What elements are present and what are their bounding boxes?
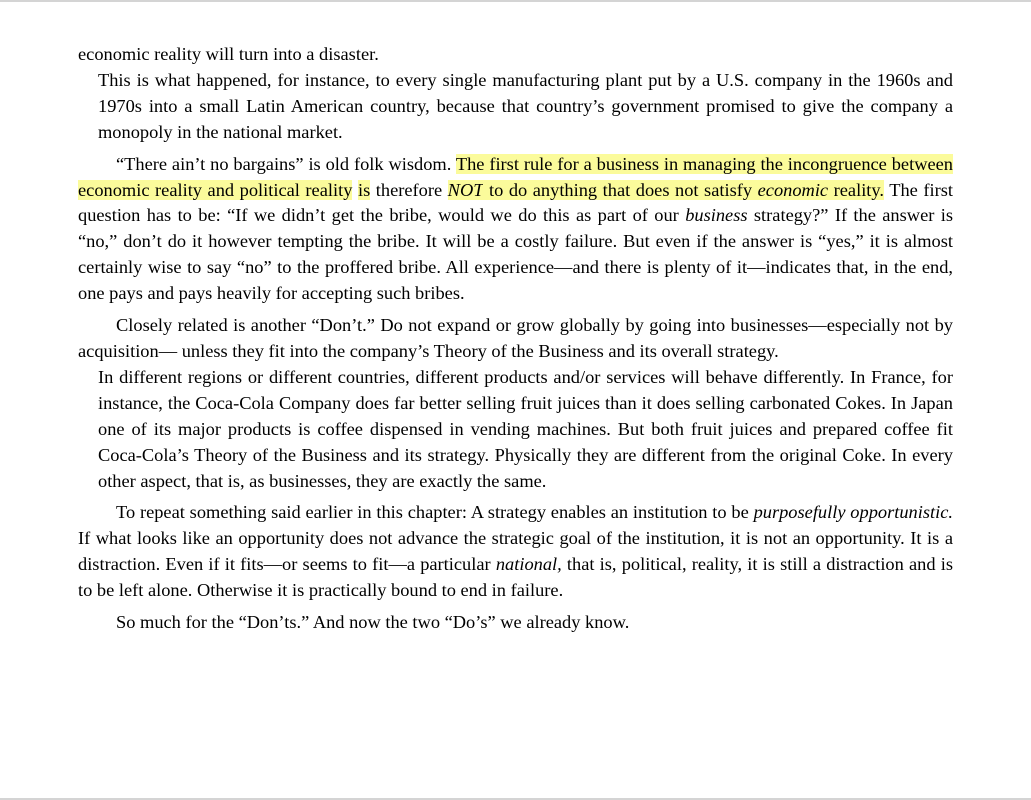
italic-text: business	[685, 205, 748, 226]
italic-text: national,	[495, 554, 562, 575]
paragraph	[78, 42, 953, 68]
paragraph	[78, 610, 953, 636]
paragraph	[78, 365, 953, 495]
text-segment: So much for the “Don’ts.” And now the two “Do’s” we already know.	[116, 612, 630, 633]
paragraph	[78, 68, 953, 146]
highlighted-italic-text: economic	[757, 179, 829, 200]
text-segment: therefore	[370, 179, 448, 200]
text-segment: that is, political, reality, it is still a distraction and is to be left alone. Otherwise it is practically bound to end in failure.	[78, 554, 953, 601]
text-segment: economic reality will turn into a disaster.	[78, 44, 379, 64]
highlighted-text: is	[357, 179, 371, 200]
text-segment: This is what happened, for instance, to every single manufacturing plant put by a U.S. company in the 1960s and 1970s into a small Latin American country, because that country’s government promised to give the company a monopoly in the national market.	[98, 69, 953, 142]
text-segment: If what looks like an opportunity does not advance the strategic goal of the institution, it is not an opportunity. It is a distraction. Even if it fits—or seems to fit—a particular	[78, 528, 953, 575]
paragraph	[78, 500, 953, 604]
text-segment: In different regions or different countries, different products and/or services will behave differently. In France, for instance, the Coca-Cola Company does far better selling fruit juices than it does selling carbonated Cokes. In Japan one of its major products is coffee dispensed in vending machines. But both fruit juices and prepared coffee fit Coca-Cola’s Theory of the Business and its strategy. Physically they are different from the original Coke. In every other aspect, that is, as businesses, they are exactly the same.	[98, 366, 953, 491]
document-body	[78, 42, 953, 636]
text-segment: To repeat something said earlier in this chapter: A strategy enables an institution to be	[116, 502, 754, 523]
text-segment: “There ain’t no bargains” is old folk wisdom.	[116, 153, 456, 174]
highlighted-text: to do anything that does not satisfy	[483, 179, 758, 200]
text-segment: Closely related is another “Don’t.” Do not expand or grow globally by going into businesses—especially not by acquisition— unless they fit into the company’s Theory of the Business and its overall strategy.	[78, 315, 953, 361]
highlighted-italic-text: NOT	[447, 179, 484, 200]
italic-text: purposefully opportunistic.	[753, 502, 953, 523]
highlighted-text: reality.	[828, 179, 885, 200]
paragraph	[78, 152, 953, 307]
text-segment: strategy?” If the answer is “no,” don’t do it however tempting the bribe. It will be a costly failure. But even if the answer is “yes,” it is almost certainly wise to say “no” to the proffered bribe. All experience—and there is plenty of it—indicates that, in the end, one pays and pays heavily for accepting such bribes.	[78, 205, 953, 304]
text-segment: The first question has to be: “If we didn’t get the bribe, would we do this as part of our	[78, 179, 953, 226]
paragraph	[78, 313, 953, 365]
highlighted-text: The first rule for a business in managing the incongruence between economic reality and political reality	[78, 153, 953, 200]
